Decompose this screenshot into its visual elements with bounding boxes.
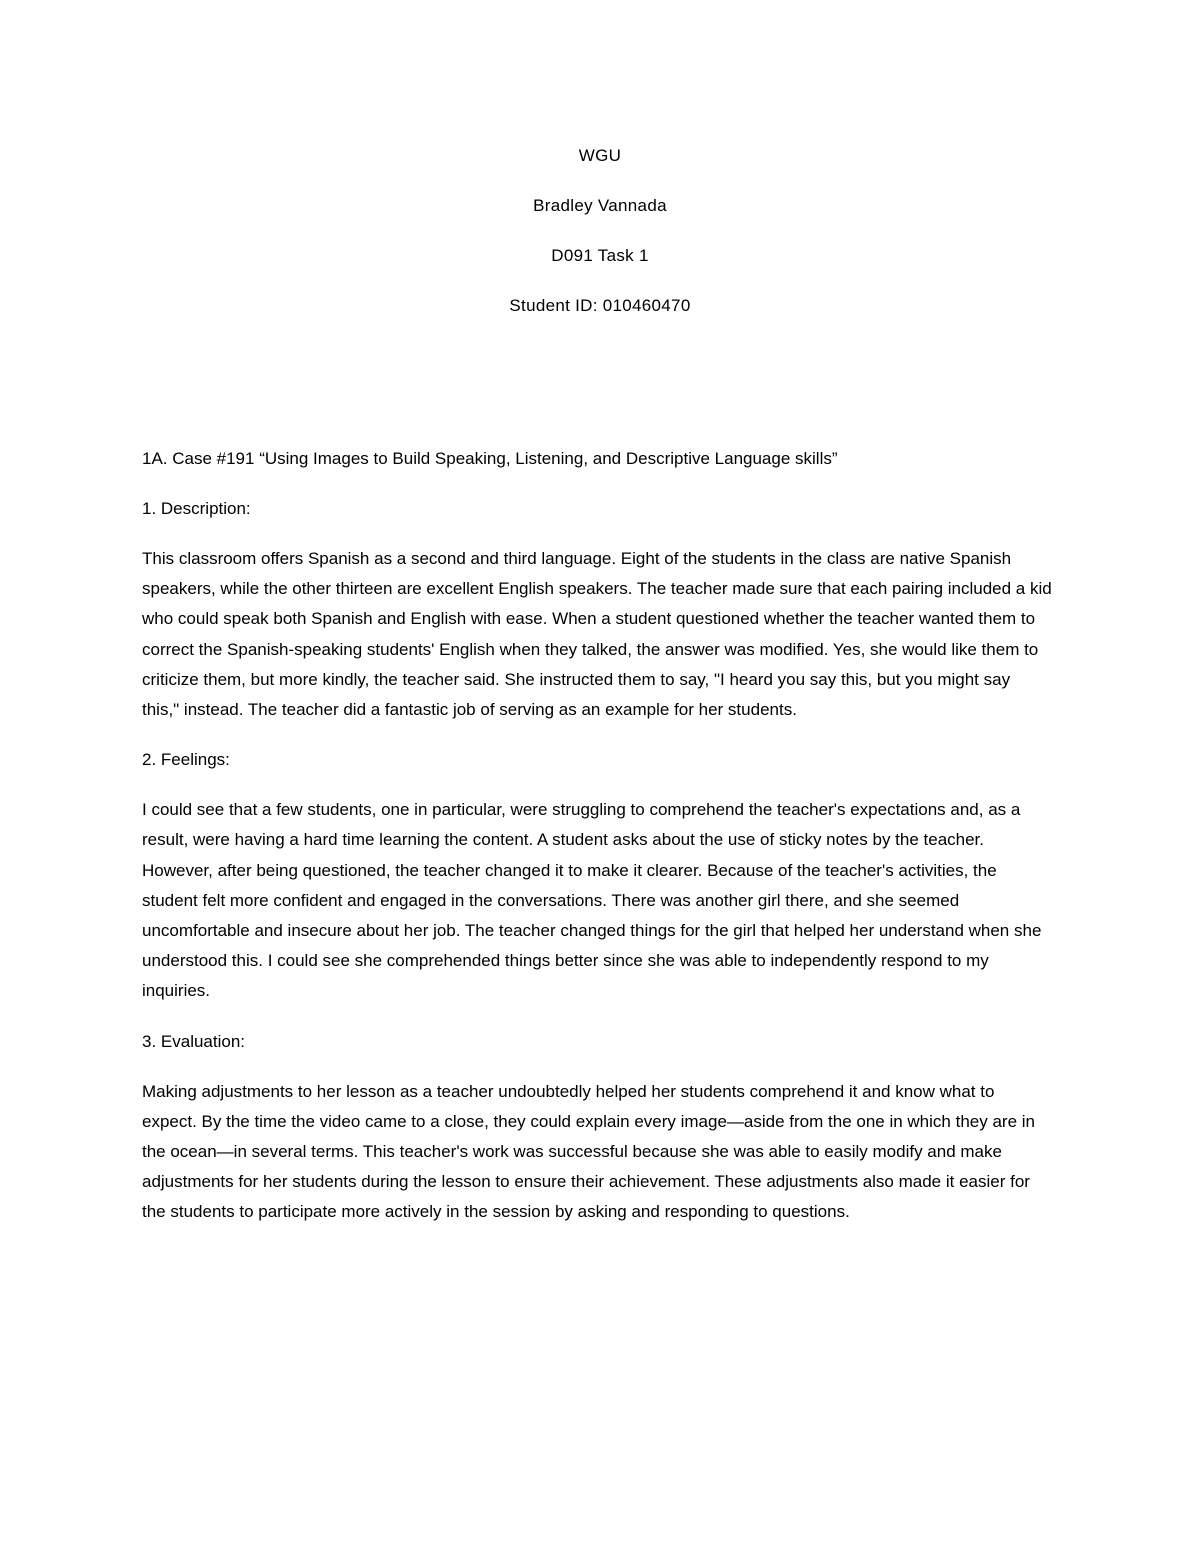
section-body-feelings: I could see that a few students, one in particular, were struggling to comprehend the teacher's expectations and, as a result, were having a hard time learning the content. A student asks about the use of sticky notes by the teacher. However, after being questioned, the teacher changed it to make it clearer. Because of the teacher's activities, the student felt more confident and engaged in the conversations. There was another girl there, and she seemed uncomfortable and insecure about her job. The teacher changed things for the girl that helped her understand when she understood this. I could see she comprehended things better since she was able to independently respond to my inquiries.	[142, 800, 1042, 1001]
section-heading-feelings: 2. Feelings:	[142, 750, 230, 770]
section-heading-description: 1. Description:	[142, 499, 251, 518]
course-task: D091 Task 1	[551, 246, 649, 265]
title-block	[0, 143, 1200, 343]
student-id: Student ID: 010460470	[509, 296, 691, 315]
case-title: 1A. Case #191 “Using Images to Build Speaking, Listening, and Descriptive Language skills”	[142, 449, 838, 468]
author-name: Bradley Vannada	[533, 196, 667, 215]
institution-name: WGU	[578, 146, 622, 165]
section-body-evaluation: Making adjustments to her lesson as a teacher undoubtedly helped her students comprehend it and know what to expect. By the time the video came to a close, they could explain every image—aside from the one in which they are in the ocean—in several terms. This teacher's work was successful because she was able to easily modify and make adjustments for her students during the lesson to ensure their achievement. These adjustments also made it easier for the students to participate more actively in the session by asking and responding to questions.	[142, 1081, 1035, 1222]
section-heading-evaluation: 3. Evaluation:	[142, 1031, 246, 1051]
section-body-description: This classroom offers Spanish as a second and third language. Eight of the students in the class are native Spanish speakers, while the other thirteen are excellent English speakers. The teacher made sure that each pairing included a kid who could speak both Spanish and English with ease. When a student questioned whether the teacher wanted them to correct the Spanish-speaking students' English when they talked, the answer was modified. Yes, she would like them to criticize them, but more kindly, the teacher said. She instructed them to say, "I heard you say this, but you might say this," instead. The teacher did a fantastic job of serving as an example for her students.	[142, 549, 1052, 720]
document-body	[142, 444, 1062, 1248]
